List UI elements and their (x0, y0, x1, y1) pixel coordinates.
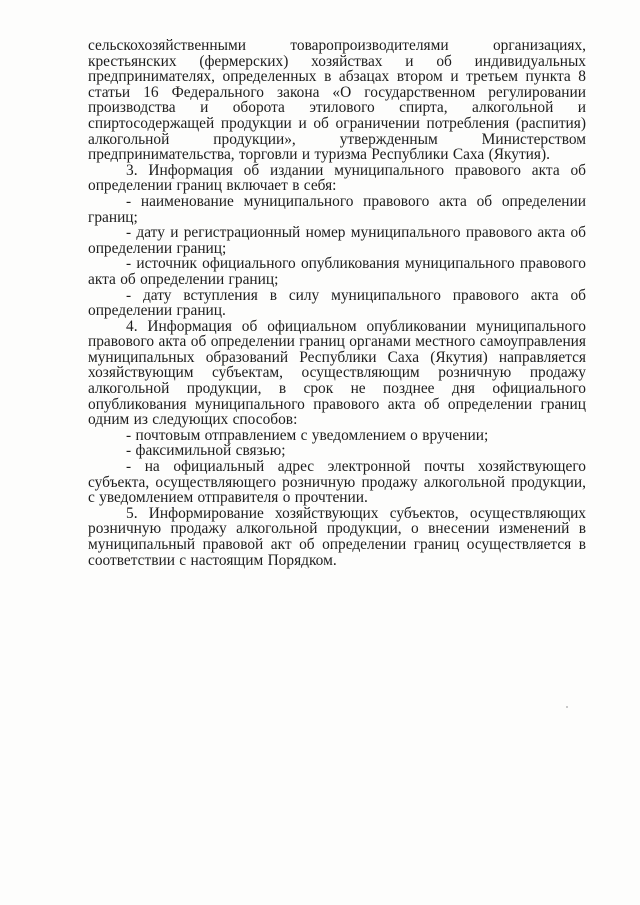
paragraph-item-5: 5. Информирование хозяйствующих субъектов, осуществляющих розничную продажу алкогольной продукции, о внесении изменений в муниципальный правовой акт об определении границ осуществляется в соответствии с настоящим Порядком. (88, 504, 586, 569)
list-item-source: - источник официального опубликования муниципального правового акта об определении границ; (88, 255, 586, 288)
paragraph-item-4: 4. Информация об официальном опубликовании муниципального правового акта об определении границ органами местного самоуправления муниципальных образований Республики Саха (Якутия) направляется хозяйствующим субъектам, осуществляющим розничную продажу алкогольной продукции, в срок не позднее дня официального опубликования муниципального правового акта об определении границ одним из следующих способов: (88, 317, 586, 429)
paragraph-continuation: сельскохозяйственными товаропроизводителями организациях, крестьянских (фермерских) хозяйствах и об индивидуальных предпринимателях, определенных в абзацах втором и третьем пункта 8 статьи 16 Федерального закона «О государственном регулировании производства и оборота этилового спирта, алкогольной и спиртосодержащей продукции и об ограничении потребления (распития) алкогольной продукции», утвержденным Министерством предпринимательства, торговли и туризма Республики Саха (Якутия). (88, 37, 586, 164)
list-item-date-number: - дату и регистрационный номер муниципального правового акта об определении границ; (88, 224, 586, 257)
list-item-effective-date: - дату вступления в силу муниципального правового акта об определении границ. (88, 286, 586, 320)
list-item-fax: - факсимильной связью; (126, 442, 286, 460)
scan-speck (566, 706, 568, 708)
paragraph-item-3: 3. Информация об издании муниципального правового акта об определении границ включает в себя: (88, 161, 586, 195)
document-body (88, 38, 586, 568)
list-item-name: - наименование муниципального правового акта об определении границ; (88, 192, 586, 226)
list-item-mail: - почтовым отправлением с уведомлением о вручении; (126, 426, 489, 444)
list-item-email: - на официальный адрес электронной почты хозяйствующего субъекта, осуществляющего розничную продажу алкогольной продукции, с уведомлением отправителя о прочтении. (88, 458, 586, 507)
